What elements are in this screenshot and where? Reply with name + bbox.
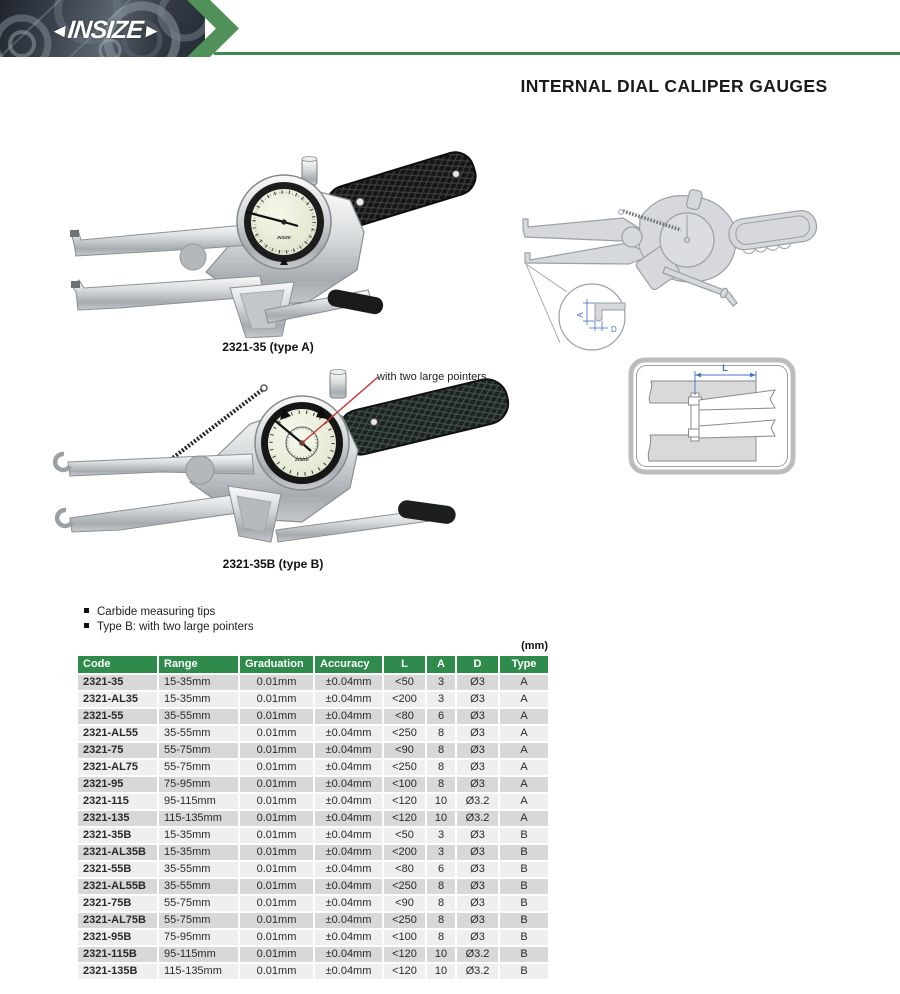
- push-button: [330, 369, 346, 398]
- table-cell: 0.01mm: [239, 725, 314, 742]
- table-cell: 2321-AL35B: [78, 844, 158, 861]
- table-cell: Ø3: [456, 725, 499, 742]
- table-row: [78, 844, 548, 861]
- table-cell: <250: [383, 878, 426, 895]
- table-cell: <200: [383, 691, 426, 708]
- table-row: [78, 929, 548, 946]
- table-cell: ±0.04mm: [314, 929, 383, 946]
- table-cell: ±0.04mm: [314, 674, 383, 691]
- table-cell: A: [499, 708, 548, 725]
- table-cell: 2321-75B: [78, 895, 158, 912]
- table-cell: Ø3: [456, 674, 499, 691]
- table-cell: Ø3: [456, 861, 499, 878]
- dimension-label-l: L: [722, 363, 728, 373]
- table-cell: ±0.04mm: [314, 691, 383, 708]
- table-cell: Ø3.2: [456, 810, 499, 827]
- table-row: [78, 674, 548, 691]
- table-cell: <80: [383, 861, 426, 878]
- measuring-range-diagram: [628, 357, 796, 475]
- table-cell: Ø3: [456, 708, 499, 725]
- table-cell: 55-75mm: [158, 895, 239, 912]
- table-cell: 15-35mm: [158, 674, 239, 691]
- table-cell: Ø3.2: [456, 946, 499, 963]
- table-cell: ±0.04mm: [314, 759, 383, 776]
- table-cell: 0.01mm: [239, 691, 314, 708]
- table-cell: 2321-135B: [78, 963, 158, 980]
- table-cell: 0.01mm: [239, 946, 314, 963]
- table-cell: 8: [426, 742, 456, 759]
- table-cell: 3: [426, 674, 456, 691]
- table-cell: 55-75mm: [158, 759, 239, 776]
- outline-diagram: [505, 163, 835, 368]
- pivot-disc: [180, 244, 206, 270]
- table-cell: B: [499, 878, 548, 895]
- square-bullet-icon: [84, 608, 89, 613]
- table-cell: 8: [426, 725, 456, 742]
- table-cell: 0.01mm: [239, 895, 314, 912]
- table-cell: 75-95mm: [158, 929, 239, 946]
- table-cell: Ø3: [456, 827, 499, 844]
- square-bullet-icon: [84, 623, 89, 628]
- table-cell: ±0.04mm: [314, 725, 383, 742]
- table-cell: 8: [426, 759, 456, 776]
- page-title: INTERNAL DIAL CALIPER GAUGES: [520, 76, 828, 96]
- table-cell: 2321-35B: [78, 827, 158, 844]
- table-cell: 0.01mm: [239, 878, 314, 895]
- dial-brand-text: INSIZE: [295, 457, 309, 462]
- table-cell: 0.01mm: [239, 963, 314, 980]
- table-cell: ±0.04mm: [314, 742, 383, 759]
- table-cell: Ø3: [456, 691, 499, 708]
- logo-right-arrow-icon: ►: [141, 21, 162, 42]
- table-row: [78, 708, 548, 725]
- table-cell: 6: [426, 861, 456, 878]
- feature-notes: [84, 605, 254, 635]
- table-cell: ±0.04mm: [314, 708, 383, 725]
- table-cell: 3: [426, 844, 456, 861]
- table-cell: A: [499, 742, 548, 759]
- table-header-row: [78, 656, 548, 674]
- carbide-tip: [70, 230, 79, 237]
- table-cell: 10: [426, 810, 456, 827]
- table-cell: 35-55mm: [158, 708, 239, 725]
- table-cell: B: [499, 827, 548, 844]
- table-cell: Ø3: [456, 742, 499, 759]
- table-row: [78, 861, 548, 878]
- table-cell: <120: [383, 963, 426, 980]
- table-cell: <120: [383, 946, 426, 963]
- table-cell: <80: [383, 708, 426, 725]
- caption-type-a: 2321-35 (type A): [222, 340, 314, 354]
- note-item: [84, 620, 254, 635]
- table-row: [78, 725, 548, 742]
- table-row: [78, 827, 548, 844]
- table-cell: ±0.04mm: [314, 827, 383, 844]
- logo-text: INSIZE: [66, 16, 144, 44]
- column-header-type: Type: [499, 656, 548, 674]
- table-cell: 0.01mm: [239, 776, 314, 793]
- table-cell: 0.01mm: [239, 742, 314, 759]
- table-row: [78, 810, 548, 827]
- table-cell: 8: [426, 929, 456, 946]
- table-cell: ±0.04mm: [314, 963, 383, 980]
- note-text: Type B: with two large pointers: [97, 621, 254, 633]
- table-cell: 3: [426, 827, 456, 844]
- spec-table-body: [78, 674, 548, 980]
- column-header-a: A: [426, 656, 456, 674]
- table-cell: 95-115mm: [158, 793, 239, 810]
- table-cell: 0.01mm: [239, 912, 314, 929]
- table-cell: 2321-75: [78, 742, 158, 759]
- table-cell: 35-55mm: [158, 861, 239, 878]
- caliper-photo-type-a: [60, 140, 480, 338]
- table-cell: A: [499, 810, 548, 827]
- table-cell: B: [499, 963, 548, 980]
- table-cell: ±0.04mm: [314, 946, 383, 963]
- table-cell: B: [499, 861, 548, 878]
- table-cell: 8: [426, 895, 456, 912]
- table-cell: <100: [383, 929, 426, 946]
- table-cell: A: [499, 776, 548, 793]
- table-cell: 2321-AL55: [78, 725, 158, 742]
- table-cell: A: [499, 691, 548, 708]
- table-cell: <50: [383, 827, 426, 844]
- spec-table: [78, 656, 548, 981]
- table-cell: 8: [426, 878, 456, 895]
- column-header-graduation: Graduation: [239, 656, 314, 674]
- table-cell: <90: [383, 742, 426, 759]
- column-header-d: D: [456, 656, 499, 674]
- carbide-tip: [71, 281, 80, 288]
- table-cell: 10: [426, 963, 456, 980]
- table-cell: 0.01mm: [239, 759, 314, 776]
- table-cell: 10: [426, 793, 456, 810]
- table-cell: 75-95mm: [158, 776, 239, 793]
- table-cell: 55-75mm: [158, 912, 239, 929]
- table-cell: ±0.04mm: [314, 878, 383, 895]
- table-cell: 8: [426, 776, 456, 793]
- dimension-label-a: A: [576, 312, 585, 318]
- table-cell: B: [499, 946, 548, 963]
- table-cell: <250: [383, 912, 426, 929]
- insize-logo: [48, 16, 161, 45]
- table-cell: Ø3: [456, 929, 499, 946]
- handle: [335, 375, 513, 459]
- table-cell: A: [499, 725, 548, 742]
- table-cell: 2321-115: [78, 793, 158, 810]
- table-cell: ±0.04mm: [314, 776, 383, 793]
- column-header-accuracy: Accuracy: [314, 656, 383, 674]
- table-row: [78, 946, 548, 963]
- table-cell: 55-75mm: [158, 742, 239, 759]
- table-cell: B: [499, 895, 548, 912]
- table-cell: 0.01mm: [239, 810, 314, 827]
- table-cell: ±0.04mm: [314, 793, 383, 810]
- unit-label: (mm): [521, 640, 548, 652]
- table-cell: 35-55mm: [158, 878, 239, 895]
- table-cell: <90: [383, 895, 426, 912]
- table-row: [78, 691, 548, 708]
- table-cell: 3: [426, 691, 456, 708]
- table-cell: <50: [383, 674, 426, 691]
- table-row: [78, 776, 548, 793]
- clamp-plate: [228, 486, 281, 542]
- table-cell: 2321-115B: [78, 946, 158, 963]
- table-row: [78, 878, 548, 895]
- caliper-photo-type-b: [40, 362, 520, 558]
- table-cell: <120: [383, 810, 426, 827]
- table-cell: <120: [383, 793, 426, 810]
- table-cell: Ø3: [456, 895, 499, 912]
- table-cell: 2321-95B: [78, 929, 158, 946]
- table-cell: Ø3.2: [456, 963, 499, 980]
- table-cell: 2321-135: [78, 810, 158, 827]
- table-cell: B: [499, 912, 548, 929]
- dimension-label-d: D: [611, 325, 617, 334]
- table-cell: A: [499, 674, 548, 691]
- column-header-l: L: [383, 656, 426, 674]
- handle-screw-icon: [453, 171, 460, 178]
- logo-left-arrow-icon: ◄: [48, 21, 69, 42]
- table-cell: 115-135mm: [158, 810, 239, 827]
- tip-detail-circle: [526, 264, 625, 350]
- table-cell: B: [499, 929, 548, 946]
- table-row: [78, 793, 548, 810]
- table-cell: 6: [426, 708, 456, 725]
- table-row: [78, 742, 548, 759]
- note-text: Carbide measuring tips: [97, 606, 216, 618]
- table-cell: 15-35mm: [158, 844, 239, 861]
- table-cell: Ø3: [456, 912, 499, 929]
- table-cell: 15-35mm: [158, 691, 239, 708]
- handle-outline: [727, 209, 819, 256]
- handle-screw-icon: [356, 198, 364, 206]
- pivot-outline: [622, 227, 642, 247]
- column-header-range: Range: [158, 656, 239, 674]
- dial-brand-text: INSIZE: [277, 235, 291, 240]
- table-cell: ±0.04mm: [314, 912, 383, 929]
- table-cell: 2321-35: [78, 674, 158, 691]
- table-cell: <100: [383, 776, 426, 793]
- table-cell: 0.01mm: [239, 929, 314, 946]
- table-cell: 2321-AL35: [78, 691, 158, 708]
- table-cell: Ø3: [456, 759, 499, 776]
- table-cell: B: [499, 844, 548, 861]
- table-cell: 2321-55B: [78, 861, 158, 878]
- table-cell: A: [499, 759, 548, 776]
- table-cell: Ø3: [456, 844, 499, 861]
- note-item: [84, 605, 254, 620]
- table-row: [78, 759, 548, 776]
- table-cell: ±0.04mm: [314, 861, 383, 878]
- table-cell: 0.01mm: [239, 861, 314, 878]
- table-cell: 95-115mm: [158, 946, 239, 963]
- table-cell: Ø3: [456, 776, 499, 793]
- table-cell: <250: [383, 759, 426, 776]
- pivot-disc: [186, 456, 214, 484]
- table-cell: A: [499, 793, 548, 810]
- table-cell: <250: [383, 725, 426, 742]
- table-cell: 2321-95: [78, 776, 158, 793]
- column-header-code: Code: [78, 656, 158, 674]
- table-cell: 0.01mm: [239, 793, 314, 810]
- green-divider-line: [214, 52, 900, 55]
- table-cell: 10: [426, 946, 456, 963]
- table-cell: 15-35mm: [158, 827, 239, 844]
- annotation-two-large-pointers: with two large pointers: [377, 371, 487, 383]
- table-cell: ±0.04mm: [314, 844, 383, 861]
- handle-screw-icon: [371, 419, 378, 426]
- table-cell: Ø3.2: [456, 793, 499, 810]
- table-cell: 0.01mm: [239, 674, 314, 691]
- table-row: [78, 912, 548, 929]
- table-cell: 115-135mm: [158, 963, 239, 980]
- table-cell: 0.01mm: [239, 827, 314, 844]
- table-cell: <200: [383, 844, 426, 861]
- table-cell: 2321-AL75B: [78, 912, 158, 929]
- table-cell: 2321-55: [78, 708, 158, 725]
- dial-gauge: [237, 175, 331, 269]
- table-row: [78, 895, 548, 912]
- table-cell: 8: [426, 912, 456, 929]
- table-cell: 2321-AL75: [78, 759, 158, 776]
- table-cell: ±0.04mm: [314, 895, 383, 912]
- table-cell: Ø3: [456, 878, 499, 895]
- caption-type-b: 2321-35B (type B): [222, 557, 324, 571]
- table-cell: 2321-AL55B: [78, 878, 158, 895]
- table-row: [78, 963, 548, 980]
- table-cell: 0.01mm: [239, 844, 314, 861]
- green-chevron-icon: [186, 0, 244, 57]
- table-cell: 35-55mm: [158, 725, 239, 742]
- table-cell: 0.01mm: [239, 708, 314, 725]
- table-cell: ±0.04mm: [314, 810, 383, 827]
